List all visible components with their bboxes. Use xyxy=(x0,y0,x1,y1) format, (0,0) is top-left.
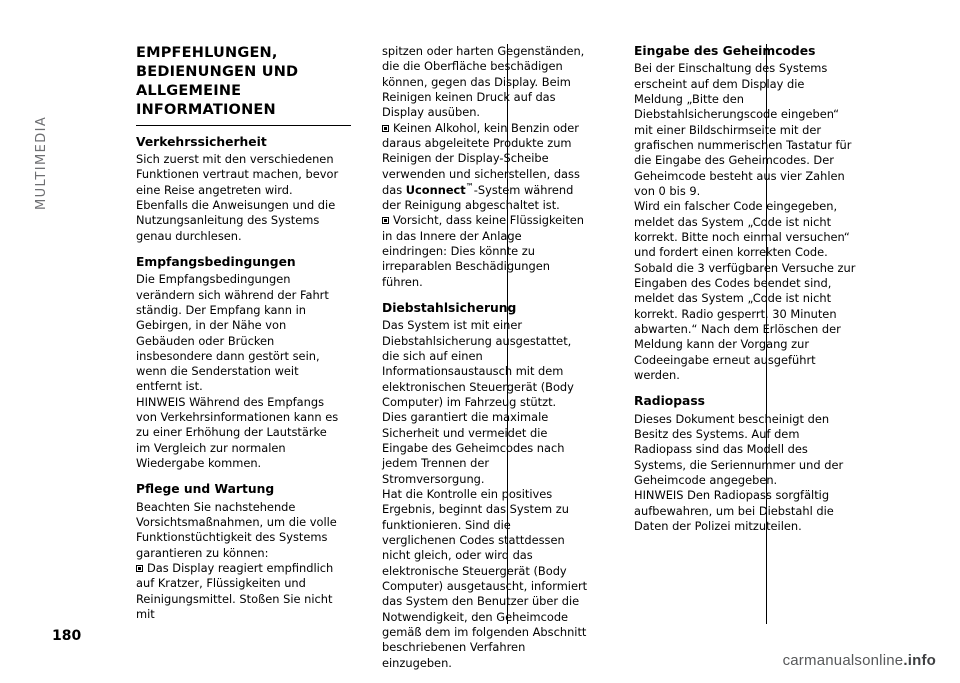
heading-traffic-safety: Verkehrssicherheit xyxy=(136,134,267,149)
page-title: EMPFEHLUNGEN, BEDIENUNGEN UND ALLGEMEINE INFORMATIONEN xyxy=(136,45,299,119)
paragraph-care-bullet-3 xyxy=(382,213,588,290)
column-1 xyxy=(136,44,362,624)
heading-theft-protection: Diebstahlsicherung xyxy=(382,301,517,316)
square-bullet-icon xyxy=(136,565,143,572)
square-bullet-icon xyxy=(382,217,389,224)
paragraph-note-radiopass: HINWEIS Den Radiopass sorgfältig aufbewahren, um bei Diebstahl die Daten der Polizei mitzuteilen. xyxy=(634,488,834,533)
paragraph-reception: Die Empfangsbedingungen verändern sich während der Fahrt ständig. Der Empfang kann in Gebirgen, in der Nähe von Gebäuden oder Brücken insbesondere dann gestört sein, wenn die Senderstation weit entfernt ist. xyxy=(136,272,329,394)
paragraph-care-continued: spitzen oder harten Gegenständen, die die Oberfläche beschädigen können, gegen das Display. Beim Reinigen keinen Druck auf das Display ausüben. xyxy=(382,44,585,120)
paragraph-care: Beachten Sie nachstehende Vorsichtsmaßnahmen, um die volle Funktionstüchtigkeit des Systems garantieren zu können: xyxy=(136,499,337,560)
paragraph-care-bullet-3-text: Vorsicht, dass keine Flüssigkeiten in das Innere der Anlage eindringen: Dies könnte zu irreparablen Beschädigungen führen. xyxy=(382,213,585,289)
square-bullet-icon xyxy=(382,125,389,132)
paragraph-radiopass: Dieses Dokument bescheinigt den Besitz des Systems. Auf dem Radiopass sind das Modell des Systems, die Seriennummer und der Geheimcode angegeben. xyxy=(634,411,844,487)
heading-radiopass: Radiopass xyxy=(634,394,705,409)
paragraph-traffic-safety: Sich zuerst mit den verschiedenen Funktionen vertraut machen, bevor eine Reise angetreten wird. Ebenfalls die Anweisungen und die Nutzungsanleitung des Systems genau durchlesen. xyxy=(136,151,339,243)
trademark-symbol: ™ xyxy=(465,181,474,191)
watermark-bold: .info xyxy=(903,652,936,669)
heading-reception: Empfangsbedingungen xyxy=(136,254,296,269)
paragraph-code-1: Bei der Einschaltung des Systems erscheint auf dem Display die Meldung „Bitte den Diebstahlsicherungscode eingeben“ mit einer Bildschirmseite mit der grafischen nummerischen Tastatur für die Eingabe des Geheimcodes. Der Geheimcode besteht aus vier Zahlen von 0 bis 9. xyxy=(634,61,852,198)
product-name: Uconnect xyxy=(405,182,466,197)
page-number: 180 xyxy=(52,628,82,644)
heading-care-maintenance: Pflege und Wartung xyxy=(136,482,275,497)
section-label xyxy=(20,40,50,240)
title-rule xyxy=(136,125,351,126)
paragraph-code-2: Wird ein falscher Code eingegeben, meldet das System „Code ist nicht korrekt. Bitte noch einmal versuchen“ und fordert einen korrekten Code. xyxy=(634,199,850,260)
paragraph-care-bullet-1-text: Das Display reagiert empfindlich auf Kratzer, Flüssigkeiten und Reinigungsmittel. Stoßen Sie nicht mit xyxy=(136,561,334,622)
column-2 xyxy=(362,44,608,670)
paragraph-care-bullet-2-text-b: -System während der Reinigung abgeschaltet ist. xyxy=(382,182,574,213)
paragraph-note-traffic: HINWEIS Während des Empfangs von Verkehrsinformationen kann es zu einer Erhöhung der Lautstärke im Vergleich zur normalen Wiedergabe kommen. xyxy=(136,394,339,471)
paragraph-care-bullet-2-text-a: Keinen Alkohol, kein Benzin oder daraus abgeleitete Produkte zum Reinigen der Display-Scheibe verwenden und sicherstellen, dass das xyxy=(382,120,580,197)
watermark-plain: carmanualsonline xyxy=(782,652,904,669)
heading-code-entry: Eingabe des Geheimcodes xyxy=(634,44,816,58)
watermark xyxy=(783,652,936,669)
section-label-text: MULTIMEDIA xyxy=(34,115,49,210)
column-3 xyxy=(608,44,856,624)
paragraph-care-bullet-1 xyxy=(136,561,342,622)
paragraph-code-3: Sobald die 3 verfügbaren Versuche zur Eingaben des Codes beendet sind, meldet das System „Code ist nicht korrekt. Radio gesperrt. 30 Minuten abwarten.“ Nach dem Erlöschen der Meldung kann der Vorgang zur Codeeingabe erneut ausgeführt werden. xyxy=(634,260,856,382)
paragraph-care-bullet-2 xyxy=(382,121,588,214)
paragraph-theft-1: Das System ist mit einer Diebstahlsicherung ausgestattet, die sich auf einen Informationsaustausch mit dem elektronischen Steuergerät (Body Computer) im Fahrzeug stützt. xyxy=(382,318,574,410)
paragraph-theft-3: Hat die Kontrolle ein positives Ergebnis, beginnt das System zu funktionieren. Sind die verglichenen Codes stattdessen nicht gleich, oder wird das elektronische Steuergerät (Body Computer) ausgetauscht, informiert das System den Benutzer über die Notwendigkeit, den Geheimcode gemäß dem im folgenden Abschnitt beschriebenen Verfahren einzugeben. xyxy=(382,487,588,670)
paragraph-theft-2: Dies garantiert die maximale Sicherheit und vermeidet die Eingabe des Geheimcodes nach jedem Trennen der Stromversorgung. xyxy=(382,410,565,486)
